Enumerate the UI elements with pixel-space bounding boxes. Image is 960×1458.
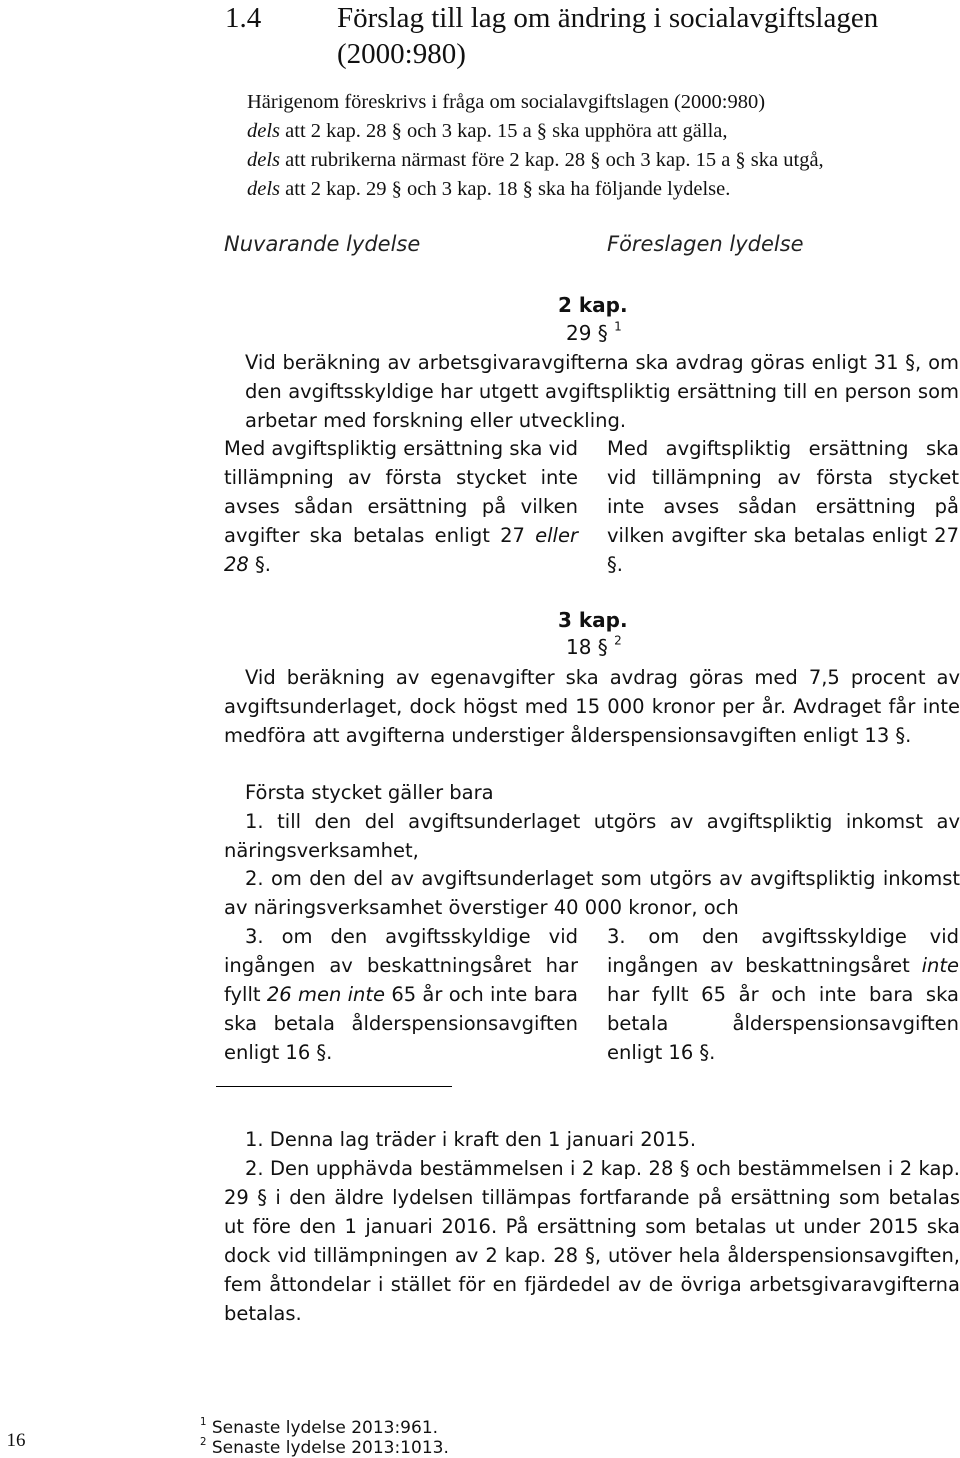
intro-dels-3: dels [247, 178, 281, 200]
chapter-3-paragraph [566, 635, 622, 659]
footnote-ref-2: 2 [614, 633, 622, 648]
chapter-3-proposed-item-3-a: 3. om den avgiftsskyldige vid ingången av beskattningsåret [607, 925, 959, 977]
intro-dels-1: dels [247, 120, 281, 142]
footnote-2 [200, 1438, 449, 1458]
chapter-3-proposed-item-3-b: har fyllt 65 år och inte bara ska betala ålderspensionsavgiften enligt 16 §. [607, 983, 959, 1064]
chapter-2-current-tail-end: §. [248, 553, 271, 576]
column-heading-current: Nuvarande lydelse [224, 232, 421, 256]
chapter-3-proposed-item-3 [607, 922, 959, 1067]
chapter-2-current-tail: 27 [500, 524, 536, 547]
intro-line-3-text: att rubrikerna närmast före 2 kap. 28 § och 3 kap. 15 a § ska utgå, [280, 149, 824, 171]
intro-line-2 [247, 117, 887, 146]
chapter-3-heading: 3 kap. [558, 608, 628, 632]
intro-line-4-text: att 2 kap. 29 § och 3 kap. 18 § ska ha följande lydelse. [280, 178, 731, 200]
chapter-2-current-text [224, 434, 578, 579]
chapter-3-lead: Första stycket gäller bara [245, 781, 494, 804]
chapter-3-item-1: 1. till den del avgiftsunderlaget utgörs av avgiftspliktig inkomst av näringsverksamhet, [224, 810, 960, 862]
chapter-3-current-item-3-b: 65 år och inte bara ska betala ålderspensionsavgiften enligt 16 §. [224, 983, 579, 1064]
section-title: Förslag till lag om ändring i socialavgiftslagen (2000:980) [337, 2, 879, 70]
chapter-3-current-item-3-em: 26 men inte [266, 983, 386, 1006]
chapter-2-paragraph [566, 321, 622, 345]
footnotes [200, 1418, 449, 1458]
intro-line-4 [247, 175, 887, 204]
footnote-1 [200, 1418, 449, 1438]
chapter-3-body: Vid beräkning av egenavgifter ska avdrag göras med 7,5 procent av avgiftsunderlaget, dock högst med 15 000 kronor per år. Avdraget får inte medföra att avgifterna understiger ålderspensionsavgiften enligt 13 §. [224, 666, 960, 747]
chapter-3-current-item-3-a: 3. om den avgiftsskyldige vid ingången av beskattningsåret har fyllt [224, 925, 578, 1006]
column-heading-proposed: Föreslagen lydelse [607, 232, 804, 256]
chapter-2-proposed-main: Med avgiftspliktig ersättning ska vid tillämpning av första stycket inte avses sådan ersättning på vilken avgifter ska betalas enligt [607, 437, 959, 547]
intro-line-1: Härigenom föreskrivs i fråga om socialavgiftslagen (2000:980) [247, 91, 766, 113]
chapter-2-body-text: Vid beräkning av arbetsgivaravgifterna ska avdrag göras enligt 31 §, om den avgiftsskyldige har utgett avgiftspliktig ersättning till en person som arbetar med forskning eller utveckling. [245, 351, 959, 432]
intro-line-2-text: att 2 kap. 28 § och 3 kap. 15 a § ska upphöra att gälla, [280, 120, 728, 142]
footnote-ref-1: 1 [614, 319, 622, 334]
footnote-1-text: Senaste lydelse 2013:961. [211, 1418, 439, 1438]
transition-item-1: 1. Denna lag träder i kraft den 1 januari 2015. [245, 1128, 697, 1151]
footnote-2-number: 2 [200, 1436, 207, 1448]
transition-item-2: 2. Den upphävda bestämmelsen i 2 kap. 28 § och bestämmelsen i 2 kap. 29 § i den äldre lydelsen tillämpas fortfarande på ersättning som betalas ut före den 1 januari 2016. På ersättning som betalas ut under 2015 ska dock vid tillämpningen av 2 kap. 28 §, utöver hela ålderspensionsavgiften, fem åttondelar i stället för en fjärdedel av de övriga arbetsgivaravgifterna betalas. [224, 1157, 960, 1325]
footnote-1-number: 1 [200, 1416, 207, 1428]
intro-text [247, 88, 887, 204]
page-number: 16 [6, 1430, 26, 1451]
chapter-2-paragraph-number: 29 § [566, 321, 608, 345]
footnote-divider [216, 1086, 452, 1087]
footnote-2-text: Senaste lydelse 2013:1013. [211, 1438, 449, 1458]
intro-line-3 [247, 146, 887, 175]
chapter-3-proposed-item-3-em: inte [921, 954, 959, 977]
transition-provisions [224, 1125, 960, 1328]
chapter-2-heading: 2 kap. [558, 293, 628, 317]
chapter-2-body [245, 348, 959, 435]
intro-dels-2: dels [247, 149, 281, 171]
chapter-3-paragraph-number: 18 § [566, 635, 608, 659]
section-number: 1.4 [225, 2, 262, 34]
chapter-2-current-tail-em: eller 28 [224, 524, 578, 576]
chapter-2-proposed-tail: 27 §. [607, 524, 959, 576]
chapter-2-current-main: Med avgiftspliktig ersättning ska vid tillämpning av första stycket inte avses sådan ersättning på vilken avgifter ska betalas enligt [224, 437, 578, 547]
chapter-3-current-item-3 [224, 922, 578, 1067]
chapter-2-proposed-text [607, 434, 959, 579]
chapter-3-item-2: 2. om den del av avgiftsunderlaget som utgörs av avgiftspliktig inkomst av näringsverksamhet överstiger 40 000 kronor, och [224, 867, 960, 919]
